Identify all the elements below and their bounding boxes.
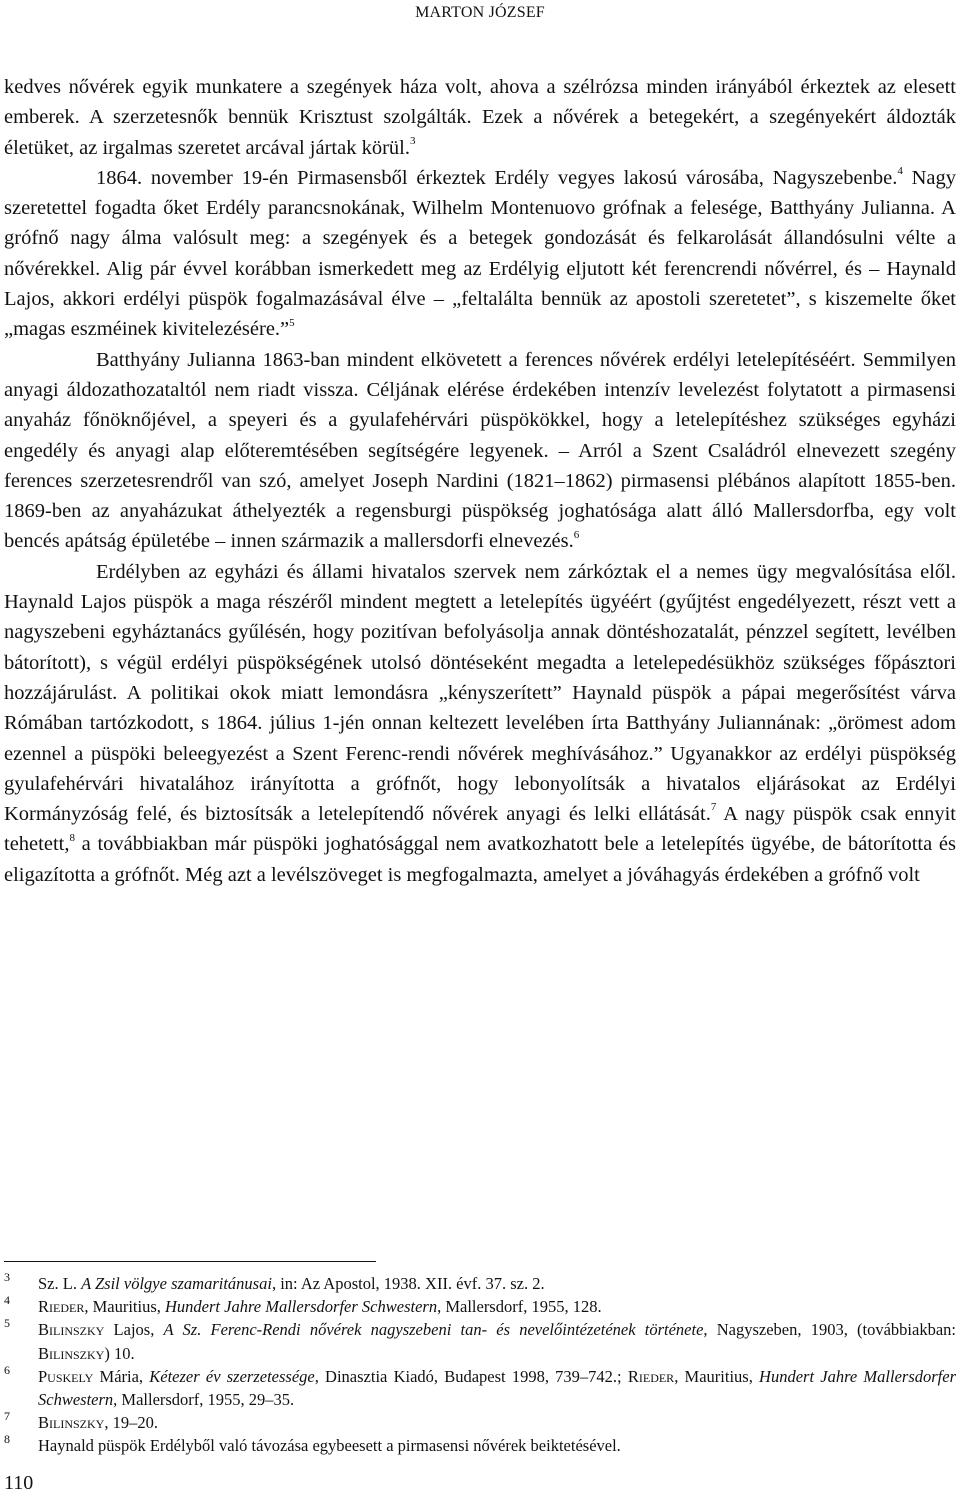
footnote-ref-4[interactable]: 4 bbox=[897, 165, 903, 178]
body-text bbox=[4, 72, 956, 890]
author-name: Rieder bbox=[627, 1366, 675, 1386]
footnote-text: , Mallersdorf, 1955, 29–35. bbox=[113, 1390, 295, 1410]
author-name: Puskely bbox=[38, 1366, 94, 1386]
footnote-4 bbox=[4, 1295, 956, 1318]
footnote-6 bbox=[4, 1362, 956, 1411]
footnote-5 bbox=[4, 1318, 956, 1364]
footnotes bbox=[4, 1272, 956, 1458]
footnote-text: Sz. L. bbox=[38, 1274, 82, 1293]
footnote-ref-5[interactable]: 5 bbox=[289, 316, 295, 329]
footnote-text: Haynald püspök Erdélyből való távozása egybeesett a pirmasensi nővérek beiktetésével. bbox=[38, 1436, 621, 1456]
paragraph-4 bbox=[4, 557, 956, 890]
paragraph-text: Batthyány Julianna 1863-ban mindent elkövetett a ferences nővérek erdélyi letelepítéséért. Semmilyen anyagi áldozathozataltól nem riadt vissza. Céljának elérése érdekében intenzív levelezést folytatott a pirmasensi anyaház főnöknőjével, a speyeri és a gyulafehérvári püspökökkel, hogy a letelepítéshez szükséges egyházi engedély és anyagi alap előteremtésében segítségére legyenek. – Arról a Szent Családról elnevezett szegény ferences szerzetesrendről van szó, amelyet Joseph Nardini (1821–1862) pirmasensi plébános alapított 1855-ben. 1869-ben az anyaházukat áthelyezték a regensburgi püspökség joghatósága alatt álló Mallersdorfba, egy volt bencés apátság épületébe – innen származik a mallersdorfi elnevezés. bbox=[4, 348, 956, 553]
footnote-title: Kétezer év szerzetessége bbox=[149, 1366, 315, 1386]
author-name: Rieder bbox=[38, 1297, 85, 1317]
running-head: MARTON JÓZSEF bbox=[415, 4, 545, 21]
footnote-text: , Mauritius, bbox=[84, 1297, 166, 1317]
footnote-text: ) 10. bbox=[104, 1343, 135, 1363]
footnote-ref-3[interactable]: 3 bbox=[410, 134, 416, 147]
footnote-number: 3 bbox=[4, 1270, 10, 1284]
footnote-text: Mária, bbox=[93, 1366, 150, 1386]
paragraph-3 bbox=[4, 345, 956, 557]
footnote-number: 7 bbox=[4, 1409, 10, 1424]
paragraph-text: Nagy szeretettel fogadta őket Erdély parancsnokának, Wilhelm Montenuovo grófnak a felesége, Batthyány Julianna. A grófnő nagy álma valósult meg: a szegények és a betegek gondozását és felkarolását állandósulni vélte a nővérekkel. Alig pár évvel korábban ismerkedett meg az Erdélyig eljutott két ferencrendi nővérrel, és – Haynald Lajos, akkori erdélyi püspök fogalmazásával élve – „feltalálta bennük az apostoli szeretetet”, s kiszemelte őket „magas eszméinek kivitelezésére.” bbox=[4, 166, 957, 341]
footnote-title: Hundert Jahre Mallersdorfer Schwestern bbox=[165, 1297, 438, 1317]
footnote-separator bbox=[4, 1261, 376, 1262]
page-number: 110 bbox=[4, 1472, 34, 1494]
footnote-text: , in: Az Apostol, 1938. XII. évf. 37. sz. 2. bbox=[271, 1274, 545, 1293]
footnote-title: A Sz. Ferenc-Rendi nővérek nagyszebeni tan- és nevelőintézetének története bbox=[163, 1320, 704, 1340]
paragraph-text: Erdélyben az egyházi és állami hivatalos szervek nem zárkóztak el a nemes ügy megvalósítása elől. Haynald Lajos püspök a maga részéről mindent megtett a letelepítés ügyéért (gyűjtést engedélyezett, részt vett a nagyszebeni egyháztanács gyűlésén, hogy pozitívan befolyásolja annak döntéshozatalát, pénzzel segített, levélben bátorított), s végül erdélyi püspökségének utolsó döntéseként megadta a letelepedésükhöz szükséges főpásztori hozzájárulást. A politikai okok miatt lemondásra „kényszerített” Haynald püspök a pápai megerősítést várva Rómában tartózkodott, s 1864. július 1-jén onnan keltezett levelében írta Batthyány Juliannának: „örömest adom ezennel a püspöki beleegyezést a Szent Ferenc-rendi nővérek meghívásához.” Ugyanakkor az erdélyi püspökség gyulafehérvári hivatalához irányította a grófnőt, hogy lebonyolítsák a hivatalos eljárásokat az Erdélyi Kormányzóság felé, és biztosítsák a letelepítendő nővérek anyagi és lelki ellátását. bbox=[4, 560, 956, 826]
footnote-ref-7[interactable]: 7 bbox=[710, 801, 717, 814]
footnote-number: 6 bbox=[4, 1362, 10, 1377]
author-name: Bilinszky bbox=[38, 1413, 105, 1433]
footnote-text: , Mauritius, bbox=[674, 1366, 760, 1386]
footnote-3 bbox=[4, 1272, 956, 1295]
paragraph-text: A nagy püspök csak ennyit tehetett, bbox=[4, 803, 956, 856]
footnote-7 bbox=[4, 1411, 956, 1434]
footnote-text: , Nagyszeben, 1903, (továbbiakban: bbox=[703, 1320, 956, 1340]
author-name: Bilinszky bbox=[38, 1343, 105, 1363]
footnote-number: 8 bbox=[4, 1432, 10, 1447]
footnote-text: , Dinasztia Kiadó, Budapest 1998, 739–742.; bbox=[314, 1366, 628, 1386]
footnote-ref-8[interactable]: 8 bbox=[69, 831, 75, 844]
footnote-8 bbox=[4, 1434, 956, 1457]
footnote-number: 5 bbox=[4, 1316, 10, 1331]
footnote-text: Lajos, bbox=[104, 1320, 164, 1340]
footnote-ref-6[interactable]: 6 bbox=[573, 528, 580, 541]
footnote-text: , 19–20. bbox=[104, 1413, 158, 1433]
footnote-title: A Zsil völgye szamaritánusai bbox=[81, 1274, 272, 1293]
footnote-text: , Mallersdorf, 1955, 128. bbox=[437, 1297, 602, 1317]
paragraph-1 bbox=[4, 72, 956, 163]
paragraph-text: kedves nővérek egyik munkatere a szegények háza volt, ahova a szélrózsa minden irányából érkeztek az elesett emberek. A szerzetesnők bennük Krisztust szolgálták. Ezek a nővérek a betegekért, a szegényekért áldozták életüket, az irgalmas szeretet arcával jártak körül. bbox=[4, 76, 956, 159]
paragraph-text: a továbbiakban már püspöki joghatósággal nem avatkozhatott bele a letelepítés ügyébe, de bátorította és eligazította a grófnőt. Még azt a levélszöveget is megfogalmazta, amelyet a jóváhagyás érdekében a grófnő volt bbox=[4, 833, 956, 886]
paragraph-text: 1864. november 19-én Pirmasensből érkeztek Erdély vegyes lakosú városába, Nagyszebenbe. bbox=[96, 166, 898, 189]
author-name: Bilinszky bbox=[38, 1320, 105, 1340]
footnote-number: 4 bbox=[4, 1293, 10, 1308]
paragraph-2 bbox=[4, 163, 956, 345]
footnote-title: Hundert Jahre Mallersdorfer Schwestern bbox=[38, 1366, 956, 1410]
